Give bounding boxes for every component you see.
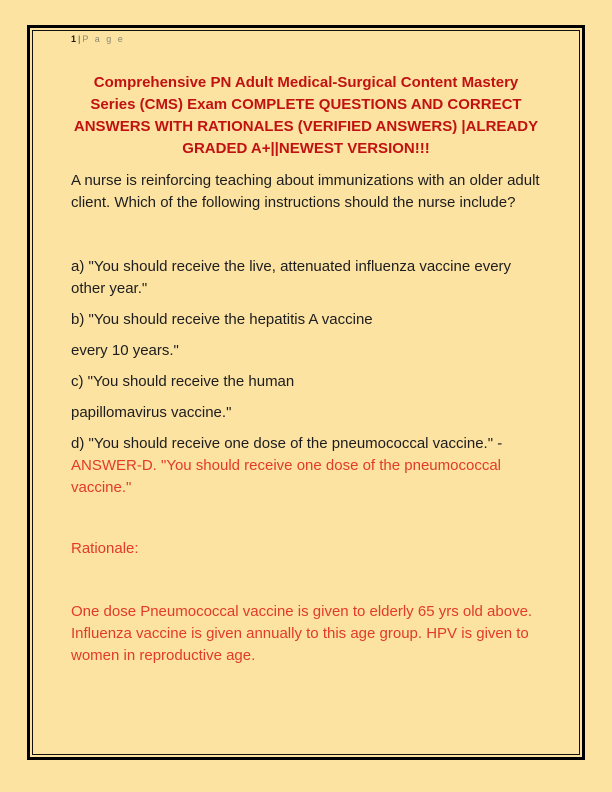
answer-option-b: b) "You should receive the hepatitis A vaccine <box>71 311 373 328</box>
answer-option-b-continued: every 10 years." <box>71 342 179 359</box>
answer-option-c: c) "You should receive the human <box>71 373 295 390</box>
answer-option-d <box>71 433 541 499</box>
rationale-text: One dose Pneumococcal vaccine is given to elderly 65 yrs old above. Influenza vaccine is given annually to this age group. HPV is given to women in reproductive age. <box>71 603 533 664</box>
rationale-heading: Rationale: <box>71 540 139 557</box>
answer-option-d-text: d) "You should receive one dose of the pneumococcal vaccine." - <box>71 435 503 452</box>
page-number: 1 <box>71 34 77 44</box>
document-title: Comprehensive PN Adult Medical-Surgical Content Mastery Series (CMS) Exam COMPLETE QUESTIONS AND CORRECT ANSWERS WITH RATIONALES (VERIFIED ANSWERS) |ALREADY GRADED A+||NEWEST VERSION!!! <box>73 74 539 157</box>
page-header <box>71 33 541 45</box>
question-text: A nurse is reinforcing teaching about immunizations with an older adult client. Which of the following instructions should the nurse include? <box>71 172 540 211</box>
answer-option-a: a) "You should receive the live, attenuated influenza vaccine every other year." <box>71 258 512 297</box>
document-page <box>71 33 541 667</box>
correct-answer-text: ANSWER-D. "You should receive one dose of the pneumococcal vaccine." <box>71 457 502 496</box>
page-header-separator: | <box>78 34 81 44</box>
page-header-label: P a g e <box>82 34 125 44</box>
answer-option-c-continued: papillomavirus vaccine." <box>71 404 232 421</box>
